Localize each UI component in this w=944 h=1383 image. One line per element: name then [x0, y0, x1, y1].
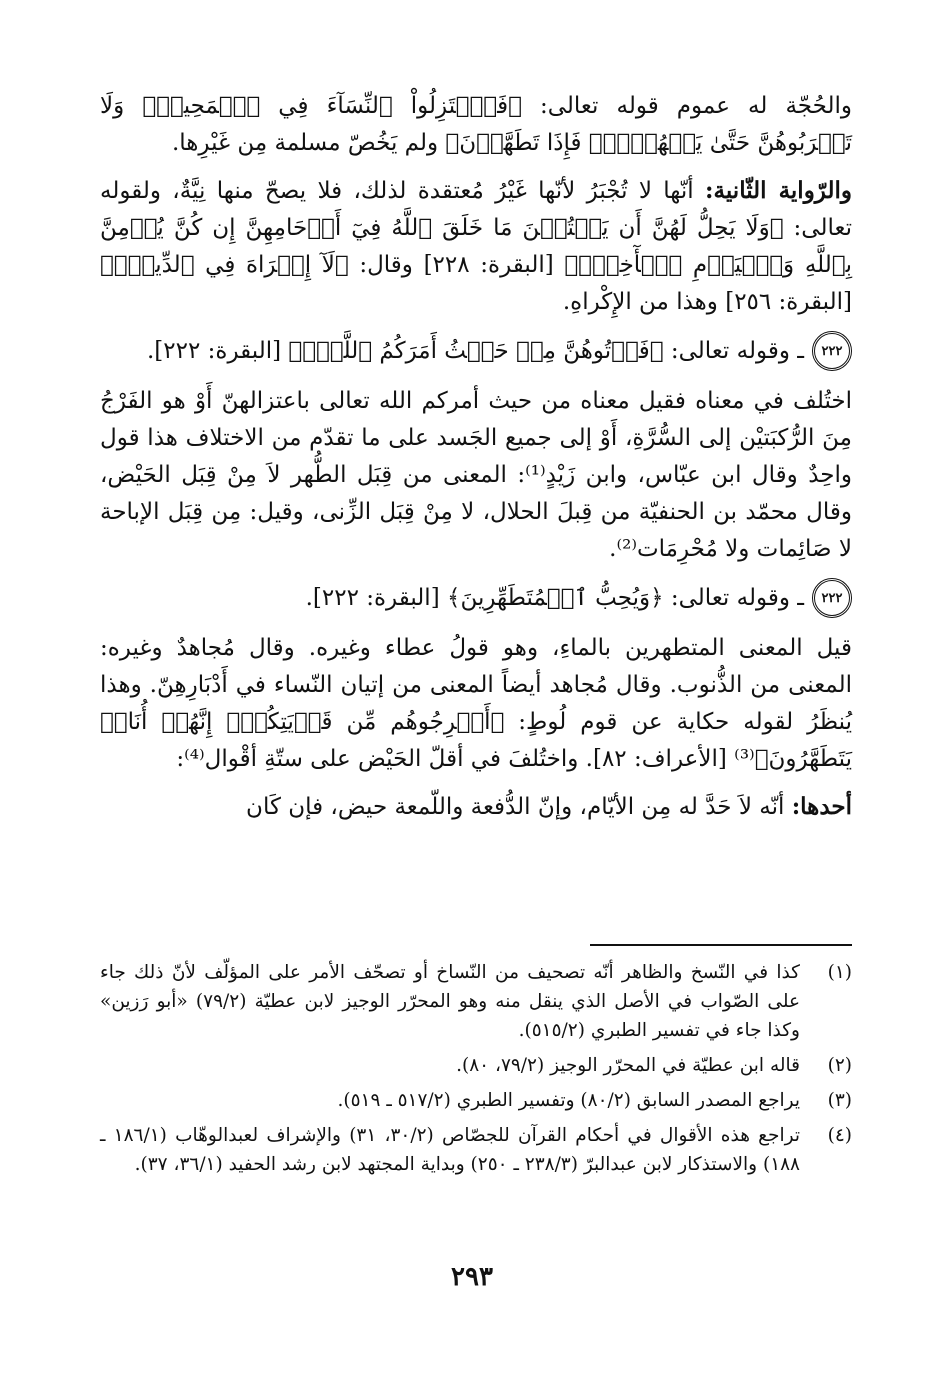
paragraph-5-heading: أحدها:	[791, 793, 852, 820]
paragraph-4-text: قيل المعنى المتطهرين بالماءِ، وهو قولُ عطاء وغيره. وقال مُجاهدٌ وغيره: المعنى من الذُّنوب. وقال مُجاهد أيضاً المعنى من إتيان النّساء في أَدْبَارِهِنّ. وهذا يُنظَرُ لقوله حكاية عن قوم لُوطٍ: ﴿أَخۡرِجُوهُم مِّن قَرۡيَتِكُمۡۖ إِنَّهُمۡ أُنَاسٞ يَتَطَهَّرُونَ﴾⁽³⁾ [الأعراف: ٨٢]. واختُلفَ في أقلّ الحَيْض على ستّةِ أقْوال⁽⁴⁾:	[100, 635, 852, 772]
paragraph-2-text: أنّها لا تُجْبَرُ لأنّها غَيْرُ مُعتقدة لذلك، فلا يصحّ منها نِيَّةٌ، ولقوله تعالى: ﴿وَلَا يَحِلُّ لَهُنَّ أَن يَكۡتُمۡنَ مَا خَلَقَ ٱللَّهُ فِيٓ أَرۡحَامِهِنَّ إِن كُنَّ يُؤۡمِنَّ بِٱللَّهِ وَٱلۡيَوۡمِ ٱلۡأٓخِرِۚ﴾ [البقرة: ٢٢٨] وقال: ﴿لَآ إِكۡرَاهَ فِي ٱلدِّينِۖ﴾ [البقرة: ٢٥٦] وهذا من الإِكْراهِ.	[100, 178, 852, 315]
footnote-text: يراجع المصدر السابق (٨٠/٢) وتفسير الطبري (٥١٧/٢ ـ ٥١٩).	[337, 1090, 800, 1111]
verse-number-badge: ٢٢٢	[812, 331, 852, 371]
verse-text: ـ وقوله تعالى: ﴿وَيُحِبُّ ٱلۡمُتَطَهِّرِينَ﴾ [البقرة: ٢٢٢].	[305, 584, 804, 611]
paragraph-5-text: أنّه لاَ حَدَّ له مِن الأيّام، وإنّ الدُّفعة واللّمعة حيض، فإن كَان	[246, 794, 792, 820]
footnote-number: (٢)	[827, 1055, 852, 1076]
footnote-1	[100, 958, 852, 1045]
paragraph-1	[100, 88, 852, 162]
footnote-number: (٣)	[827, 1090, 852, 1111]
footnote-text: كذا في النّسخ والظاهر أنّه تصحيف من النّساخ أو تصحّف الأمر على المؤلّف لأنّ ذلك جاء على الصّواب في الأصل الذي ينقل منه وهو المحرّر الوجيز لابن عطيّة (٧٩/٢) «أبو رَزين» وكذا جاء في تفسير الطبري (٥١٥/٢).	[100, 962, 801, 1041]
footnote-number: (٤)	[827, 1125, 852, 1146]
footnote-text: تراجع هذه الأقوال في أحكام القرآن للجصّاص (٣٠/٢، ٣١) والإشراف لعبدالوهّاب (١٨٦/١ ـ ١٨٨) والاستذكار لابن عبدالبرّ (٢٣٨/٣ ـ ٢٥٠) وبداية المجتهد لابن رشد الحفيد (٣٦/١، ٣٧).	[100, 1125, 800, 1175]
paragraph-1-text: والحُجّة له عموم قوله تعالى: ﴿فَٱعۡتَزِلُواْ ٱلنِّسَآءَ فِي ٱلۡمَحِيضِۖ وَلَا تَقۡرَبُوهُنَّ حَتَّىٰ يَطۡهُرۡنَۖ فَإِذَا تَطَهَّرۡنَ﴾ ولم يَخُصّ مسلمة مِن غَيْرِها.	[100, 93, 852, 156]
paragraph-2-heading: والرّواية الثّانية:	[705, 177, 852, 204]
page-number: ٢٩٣	[451, 1262, 493, 1292]
paragraph-3-text: اختُلف في معناه فقيل معناه من حيث أمركم الله تعالى باعتزالهنّ أَوْ هو الفَرْجُ مِنَ الرُّكبَتيْن إلى السُّرَّةِ، أَوْ إلى جميع الجَسد على ما تقدّم من الاختلاف هذا قول واحِدٌ وقال ابن عبّاس، وابن زَيْدٍ⁽¹⁾: المعنى من قِبَل الطُّهر لاَ مِنْ قِبَل الحَيْض، وقال محمّد بن الحنفيّة من قِبلَ الحلال، لا مِنْ قِبَل الزِّنى، وقيل: مِن قِبَل الإباحة لا صَائِمات ولا مُحْرِمَات⁽²⁾.	[100, 388, 852, 562]
verse-heading-222	[100, 331, 852, 371]
footnotes	[100, 958, 852, 1185]
verse-number-badge: ٢٢٢	[812, 578, 852, 618]
footnote-3	[100, 1086, 852, 1115]
paragraph-5	[100, 788, 852, 826]
footnote-2	[100, 1051, 852, 1080]
paragraph-4	[100, 630, 852, 778]
footnote-text: قاله ابن عطيّة في المحرّر الوجيز (٧٩/٢، ٨٠).	[456, 1055, 800, 1076]
paragraph-3	[100, 383, 852, 568]
verse-text: ـ وقوله تعالى: ﴿فَأۡتُوهُنَّ مِنۡ حَيۡثُ أَمَرَكُمُ ٱللَّهُۚ﴾ [البقرة: ٢٢٢].	[146, 337, 804, 364]
footnote-number: (١)	[827, 962, 852, 983]
footnote-separator	[590, 944, 852, 946]
paragraph-2	[100, 172, 852, 321]
footnote-4	[100, 1121, 852, 1179]
verse-heading-222b	[100, 578, 852, 618]
